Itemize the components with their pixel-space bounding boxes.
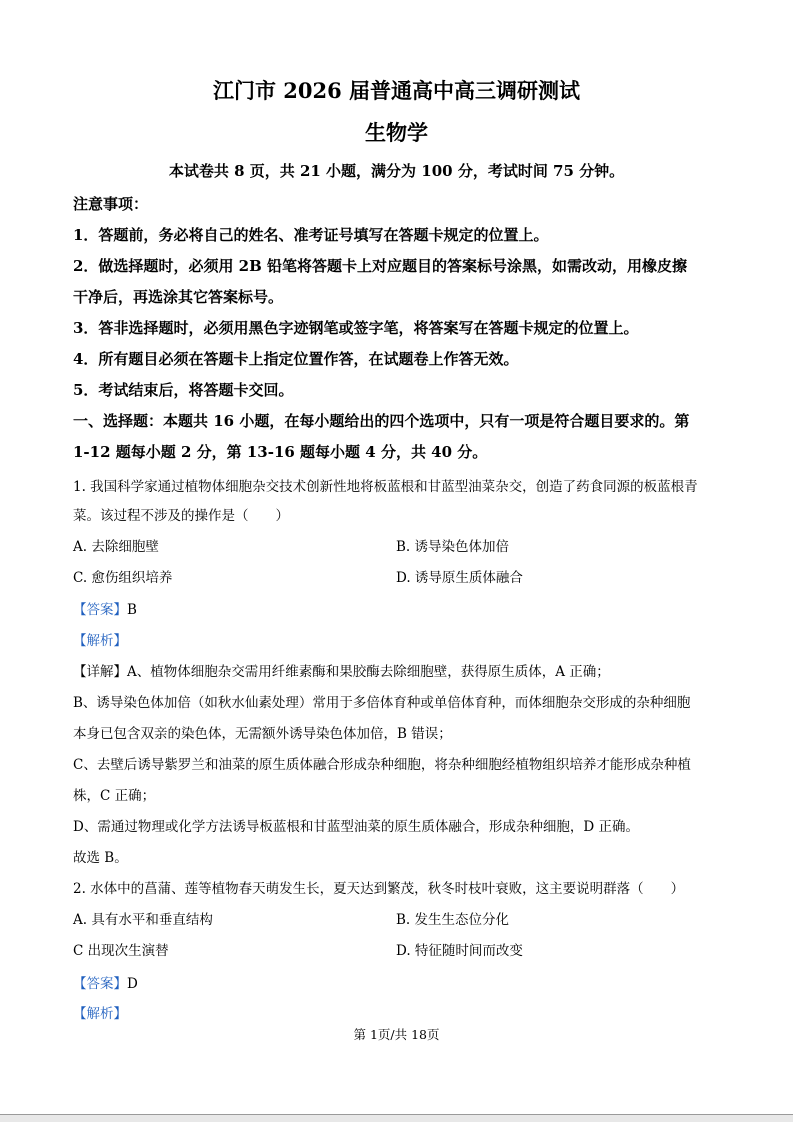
answer-value: D <box>127 976 138 992</box>
exam-title: 江门市 2026 届普通高中高三调研测试 <box>212 78 581 103</box>
note-item: 干净后，再选涂其它答案标号。 <box>73 288 284 306</box>
q1-detail-line: 【详解】A、植物体细胞杂交需用纤维素酶和果胶酶去除细胞壁，获得原生质体，A 正确； <box>73 664 610 680</box>
notes-heading: 注意事项： <box>73 195 149 213</box>
page-bottom-edge <box>0 1115 793 1122</box>
note-item: 1．答题前，务必将自己的姓名、准考证号填写在答题卡规定的位置上。 <box>73 226 549 244</box>
q2-answer: 【答案】D <box>73 976 138 992</box>
q1-detail-line: 本身已包含双亲的染色体，无需额外诱导染色体加倍，B 错误； <box>73 726 452 742</box>
question-2-stem: 2. 水体中的菖蒲、莲等植物春天萌发生长，夏天达到繁茂，秋冬时枝叶衰败，这主要说明群落（ ） <box>73 881 685 897</box>
answer-label: 答案 <box>86 602 114 618</box>
note-item: 4．所有题目必须在答题卡上指定位置作答，在试题卷上作答无效。 <box>73 350 519 368</box>
q2-option-b: B. 发生生态位分化 <box>396 912 510 928</box>
q1-conclusion: 故选 B。 <box>73 850 128 866</box>
answer-label: 答案 <box>86 976 114 992</box>
q1-detail-line: 株，C 正确； <box>73 788 156 804</box>
answer-value: B <box>127 602 137 618</box>
note-item: 3．答非选择题时，必须用黑色字迹钢笔或签字笔，将答案写在答题卡规定的位置上。 <box>73 319 639 337</box>
detail-label: 详解 <box>86 664 114 680</box>
q2-analysis-label: 【解析】 <box>73 1006 127 1022</box>
subject-title: 生物学 <box>365 120 428 145</box>
q2-option-c: C 出现次生演替 <box>73 943 169 959</box>
q1-option-d: D. 诱导原生质体融合 <box>396 570 523 586</box>
q1-detail-line: D、需通过物理或化学方法诱导板蓝根和甘蓝型油菜的原生质体融合，形成杂种细胞，D 正确。 <box>73 819 639 835</box>
q2-option-d: D. 特征随时间而改变 <box>396 943 523 959</box>
q1-analysis-label: 【解析】 <box>73 633 127 649</box>
q1-detail-line: B、诱导染色体加倍（如秋水仙素处理）常用于多倍体育种或单倍体育种，而体细胞杂交形成的杂种细胞 <box>73 695 691 711</box>
q1-option-c: C. 愈伤组织培养 <box>73 570 173 586</box>
note-item: 2．做选择题时，必须用 2B 铅笔将答题卡上对应题目的答案标号涂黑，如需改动，用橡皮擦 <box>73 257 688 275</box>
q2-option-a: A. 具有水平和垂直结构 <box>73 912 213 928</box>
section-heading: 一、选择题：本题共 16 小题，在每小题给出的四个选项中，只有一项是符合题目要求的。第 <box>73 412 690 430</box>
question-1-stem: 1. 我国科学家通过植物体细胞杂交技术创新性地将板蓝根和甘蓝型油菜杂交，创造了药食同源的板蓝根青 <box>73 479 698 495</box>
exam-info: 本试卷共 8 页，共 21 小题，满分为 100 分，考试时间 75 分钟。 <box>168 162 625 180</box>
note-item: 5．考试结束后，将答题卡交回。 <box>73 381 294 399</box>
q1-detail-line: C、去壁后诱导紫罗兰和油菜的原生质体融合形成杂种细胞，将杂种细胞经植物组织培养才能形成杂种植 <box>73 757 691 773</box>
question-1-stem-cont: 菜。该过程不涉及的操作是（ ） <box>73 508 289 524</box>
section-heading-cont: 1-12 题每小题 2 分，第 13-16 题每小题 4 分，共 40 分。 <box>73 443 488 461</box>
q1-answer: 【答案】B <box>73 602 137 618</box>
q1-option-a: A. 去除细胞壁 <box>73 539 159 555</box>
q1-option-b: B. 诱导染色体加倍 <box>396 539 510 555</box>
page-footer: 第 1页/共 18页 <box>353 1027 440 1042</box>
